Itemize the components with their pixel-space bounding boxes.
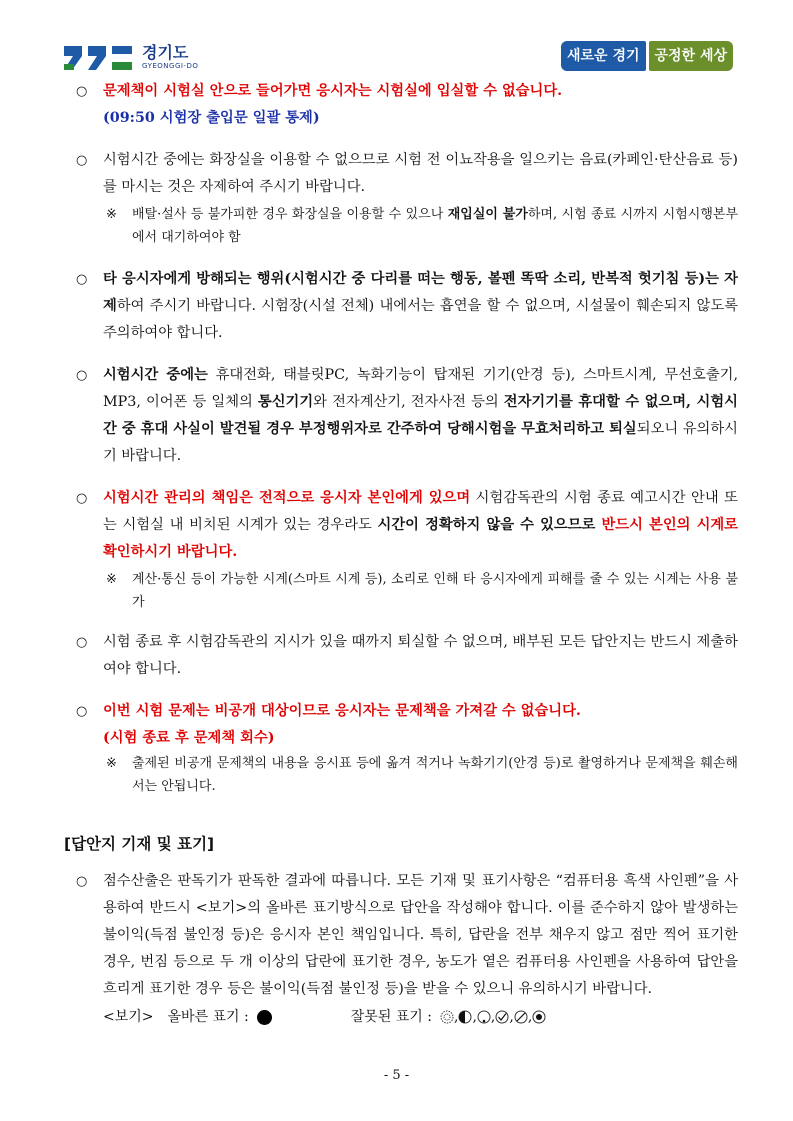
entry-warning: 문제책이 시험실 안으로 들어가면 응시자는 시험실에 입실할 수 없습니다. [103, 83, 563, 99]
logo-mark-icon [62, 42, 134, 72]
notice-question-booklet [76, 698, 738, 752]
devices-emphasis: 전자기기를 휴대할 수 없으며, 시험시간 중 휴대 사실이 발견될 경우 부정행위자로 간주하여 당해시험을 무효처리하고 퇴실 [103, 394, 738, 437]
bullet-icon: ○ [76, 635, 88, 650]
bullet-icon: ○ [76, 491, 88, 506]
note-text: 계산·통신 등이 가능한 시계(스마트 시계 등), 소리로 인해 타 응시자에게 피해를 줄 수 있는 시계는 사용 불가 [132, 572, 738, 610]
separator: , [509, 1009, 514, 1025]
section-heading: [답안지 기재 및 표기] [64, 835, 215, 853]
gyeonggi-logo [62, 40, 198, 74]
bullet-icon: ○ [76, 272, 88, 287]
notice-marking [76, 868, 738, 1003]
devices-text: 휴대전화, 태블릿PC, 녹화기능이 탑재된 기기(안경 등), 스마트시계, 무선호출기, MP3, 이어폰 등 일체의 [103, 367, 739, 410]
notice-exit [76, 629, 738, 683]
separator: , [454, 1009, 459, 1025]
notice-entry-access [76, 78, 738, 132]
time-text: 시험감독관의 시험 종료 예고시간 안내 또는 시험실 내 비치된 시계가 있는 경우라도 [103, 490, 738, 533]
restroom-text: 시험시간 중에는 화장실을 이용할 수 없으므로 시험 전 이뇨작용을 일으키는 음료(카페인·탄산음료 등)를 마시는 것은 자제하여 주시기 바랍니다. [103, 152, 738, 195]
marking-text: 점수산출은 판독기가 판독한 결과에 따릅니다. 모든 기재 및 표기사항은 “컴퓨터용 흑색 사인펜”을 사용하여 반드시 <보기>의 올바른 표기방식으로 답안을 작성해야 합니다. 이를 준수하지 않아 발생하는 불이익(득점 불인정 등)은 응시자 본인 책임입니다. 특히, 답란을 전부 채우지 않고 점만 찍어 표기한 경우, 번짐 등으로 두 개 이상의 답란에 표기한 경우, 농도가 옅은 컴퓨터용 사인펜을 사용하여 답안을 흐리게 표기한 경우 등은 불이익(득점 불인정 등)을 받을 수 있으니 유의하시기 바랍니다. [103, 873, 738, 997]
document-body [64, 78, 739, 1028]
bullet-icon: ○ [76, 84, 88, 99]
bullet-icon: ○ [76, 874, 88, 889]
notice-restroom [76, 147, 738, 201]
slogan-badge [561, 41, 733, 71]
slogan-part-1: 새로운 경기 [561, 41, 646, 71]
slogan-part-2: 공정한 세상 [649, 41, 734, 71]
exit-text: 시험 종료 후 시험감독관의 지시가 있을 때까지 퇴실할 수 없으며, 배부된 모든 답안지는 반드시 제출하여야 합니다. [103, 634, 738, 677]
wrong-mark-slash-icon [514, 1010, 528, 1024]
entry-time-note: (09:50 시험장 출입문 일괄 통제) [103, 110, 320, 126]
wrong-mark-dotted-icon [440, 1010, 454, 1024]
note-text: 하며, 시험 종료 시까지 시험시행본부에서 대기하여야 함 [132, 207, 739, 245]
notice-time-management [76, 485, 738, 566]
wrong-mark-half-icon [458, 1010, 472, 1024]
correct-mark-icon [257, 1010, 272, 1025]
note-booklet [76, 752, 738, 798]
notice-disturbance [76, 266, 738, 347]
note-mark-icon: ※ [106, 572, 117, 587]
devices-text: 되오니 유의하시기 바랍니다. [103, 421, 738, 464]
bullet-icon: ○ [76, 704, 88, 719]
time-emphasis: 시간이 정확하지 않을 수 있으므로 [377, 517, 596, 533]
bullet-icon: ○ [76, 368, 88, 383]
booklet-warning: 이번 시험 문제는 비공개 대상이므로 응시자는 문제책을 가져갈 수 없습니다. [103, 703, 581, 719]
booklet-collection: (시험 종료 후 문제책 회수) [103, 730, 275, 746]
note-emphasis: 재입실이 불가 [447, 207, 528, 222]
wrong-mark-dot-icon [477, 1010, 491, 1024]
note-mark-icon: ※ [106, 756, 117, 771]
wrong-marks [440, 1006, 546, 1028]
page-number: - 5 - [383, 1068, 410, 1083]
devices-text: 와 전자계산기, 전자사전 등의 [313, 394, 504, 410]
separator: , [527, 1009, 533, 1025]
devices-emphasis: 통신기기 [257, 394, 314, 410]
example-wrong-label: 잘못된 표기 : [350, 1009, 433, 1025]
wrong-mark-center-dot-icon [532, 1010, 546, 1024]
wrong-mark-check-icon [495, 1010, 509, 1024]
example-label: <보기> [103, 1009, 154, 1025]
logo-english-text: GYEONGGI-DO [142, 61, 199, 70]
marking-example [76, 1006, 738, 1028]
logo-korean-text: 경기도 [142, 42, 189, 62]
bullet-icon: ○ [76, 153, 88, 168]
note-restroom [76, 203, 738, 249]
note-text: 배탈·설사 등 불가피한 경우 화장실을 이용할 수 있으나 [132, 207, 448, 222]
disturbance-emphasis: 타 응시자에게 방해되는 행위(시험시간 중 다리를 떠는 행동, 볼펜 똑딱 소리, 반복적 헛기침 등)는 자제 [103, 271, 738, 314]
disturbance-text: 하여 주시기 바랍니다. 시험장(시설 전체) 내에서는 흡연을 할 수 없으며, 시설물이 훼손되지 않도록 주의하여야 합니다. [103, 298, 738, 341]
time-warning: 반드시 본인의 시계로 확인하시기 바랍니다. [103, 517, 738, 560]
separator: , [472, 1009, 477, 1025]
time-warning: 시험시간 관리의 책임은 전적으로 응시자 본인에게 있으며 [103, 490, 471, 506]
note-watch [76, 568, 738, 614]
devices-emphasis: 시험시간 중에는 [103, 367, 208, 383]
separator: , [490, 1009, 496, 1025]
notice-devices [76, 362, 738, 470]
example-correct-label: 올바른 표기 : [167, 1009, 249, 1025]
note-text: 출제된 비공개 문제책의 내용을 응시표 등에 옮겨 적거나 녹화기기(안경 등)로 촬영하거나 문제책을 훼손해서는 안됩니다. [132, 756, 738, 794]
note-mark-icon: ※ [106, 207, 117, 222]
